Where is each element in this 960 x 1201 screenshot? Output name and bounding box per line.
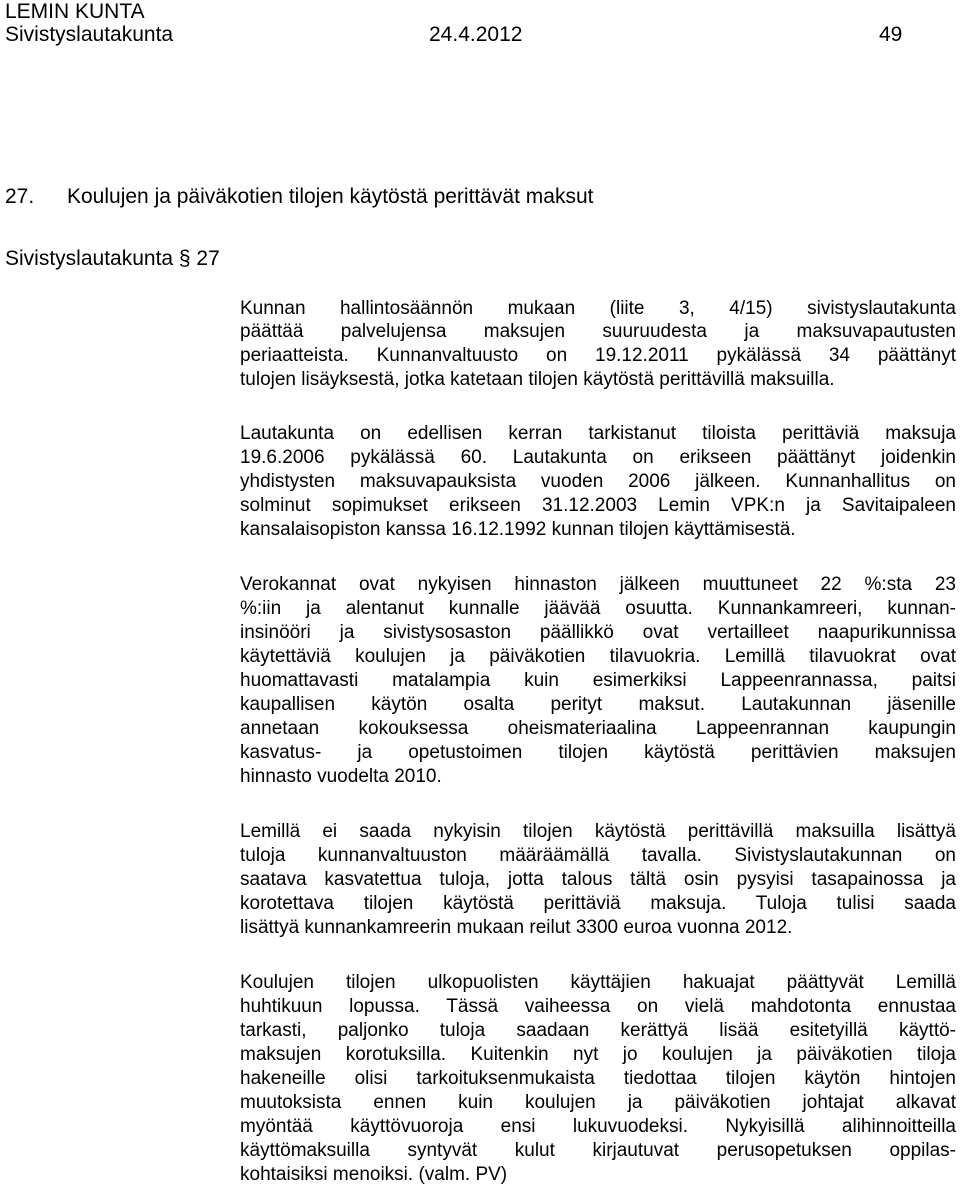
text-line: korotettava tilojen käytöstä perittäviä maksuja. Tuloja tulisi saada	[240, 893, 956, 914]
text-line: kohtaisiksi menoiksi. (valm. PV)	[240, 1164, 508, 1185]
text-line: tuloja kunnanvaltuuston määräämällä tavalla. Sivistyslautakunnan on	[240, 845, 956, 866]
text-line: annetaan kokouksessa oheismateriaalina Lappeenrannan kaupungin	[240, 718, 956, 739]
text-line: käyttömaksuilla syntyvät kulut kirjautuvat perusopetuksen oppilas-	[240, 1140, 956, 1161]
text-line: Koulujen tilojen ulkopuolisten käyttäjien hakuajat päättyvät Lemillä	[240, 972, 956, 993]
text-line: Verokannat ovat nykyisen hinnaston jälkeen muuttuneet 22 %:sta 23	[240, 574, 956, 595]
text-line: lisättyä kunnankamreerin mukaan reilut 3300 euroa vuonna 2012.	[240, 917, 793, 938]
text-line: Lautakunta on edellisen kerran tarkistanut tiloista perittäviä maksuja	[240, 423, 956, 444]
text-line: saatava kasvatettua tuloja, jotta talous tältä osin pysyisi tasapainossa ja	[240, 869, 956, 890]
text-line: muutoksista ennen kuin koulujen ja päiväkotien johtajat alkavat	[240, 1092, 956, 1113]
text-line: Kunnan hallintosäännön mukaan (liite 3, 4/15) sivistyslautakunta	[240, 298, 956, 319]
text-line: hinnasto vuodelta 2010.	[240, 766, 442, 787]
text-line: yhdistysten maksuvapauksista vuoden 2006 jälkeen. Kunnanhallitus on	[240, 471, 956, 492]
text-line: insinööri ja sivistysosaston päällikkö ovat vertailleet naapurikunnissa	[240, 622, 956, 643]
text-line: tarkasti, paljonko tuloja saadaan kerättyä lisää esitetyillä käyttö-	[240, 1020, 956, 1041]
text-line: hakeneille olisi tarkoituksenmukaista tiedottaa tilojen käytön hintojen	[240, 1068, 956, 1089]
meeting-date: 24.4.2012	[429, 23, 523, 46]
text-line: 19.6.2006 pykälässä 60. Lautakunta on erikseen päättänyt joidenkin	[240, 447, 956, 468]
text-line: periaatteista. Kunnanvaltuusto on 19.12.2011 pykälässä 34 päättänyt	[240, 345, 956, 366]
text-line: huomattavasti matalampia kuin esimerkiksi Lappeenrannassa, paitsi	[240, 670, 956, 691]
page-number: 49	[879, 23, 903, 46]
committee-name: Sivistyslautakunta	[5, 23, 174, 46]
item-title: Koulujen ja päiväkotien tilojen käytöstä perittävät maksut	[67, 185, 594, 208]
text-line: päättää palvelujensa maksujen suuruudesta ja maksuvapautusten	[240, 321, 956, 342]
text-line: tulojen lisäyksestä, jotka katetaan tilojen käytöstä perittävillä maksuilla.	[240, 369, 835, 390]
text-line: Lemillä ei saada nykyisin tilojen käytöstä perittävillä maksuilla lisättyä	[240, 821, 956, 842]
text-line: maksujen korotuksilla. Kuitenkin nyt jo koulujen ja päiväkotien tiloja	[240, 1044, 956, 1065]
text-line: kaupallisen käytön osalta perityt maksut. Lautakunnan jäsenille	[240, 694, 956, 715]
text-line: huhtikuun lopussa. Tässä vaiheessa on vielä mahdotonta ennustaa	[240, 996, 956, 1017]
text-line: solminut sopimukset erikseen 31.12.2003 Lemin VPK:n ja Savitaipaleen	[240, 495, 956, 516]
text-line: kansalaisopiston kanssa 16.12.1992 kunnan tilojen käyttämisestä.	[240, 519, 796, 540]
text-line: kasvatus- ja opetustoimen tilojen käytöstä perittävien maksujen	[240, 742, 956, 763]
organization-name: LEMIN KUNTA	[5, 0, 145, 23]
text-line: myöntää käyttövuoroja ensi lukuvuodeksi. Nykyisillä alihinnoitteilla	[240, 1116, 956, 1137]
section-reference: Sivistyslautakunta § 27	[5, 247, 220, 270]
item-number: 27.	[5, 185, 35, 208]
text-line: %:iin ja alentanut kunnalle jäävää osuutta. Kunnankamreeri, kunnan-	[240, 598, 956, 619]
text-line: käytettäviä koulujen ja päiväkotien tilavuokria. Lemillä tilavuokrat ovat	[240, 646, 956, 667]
